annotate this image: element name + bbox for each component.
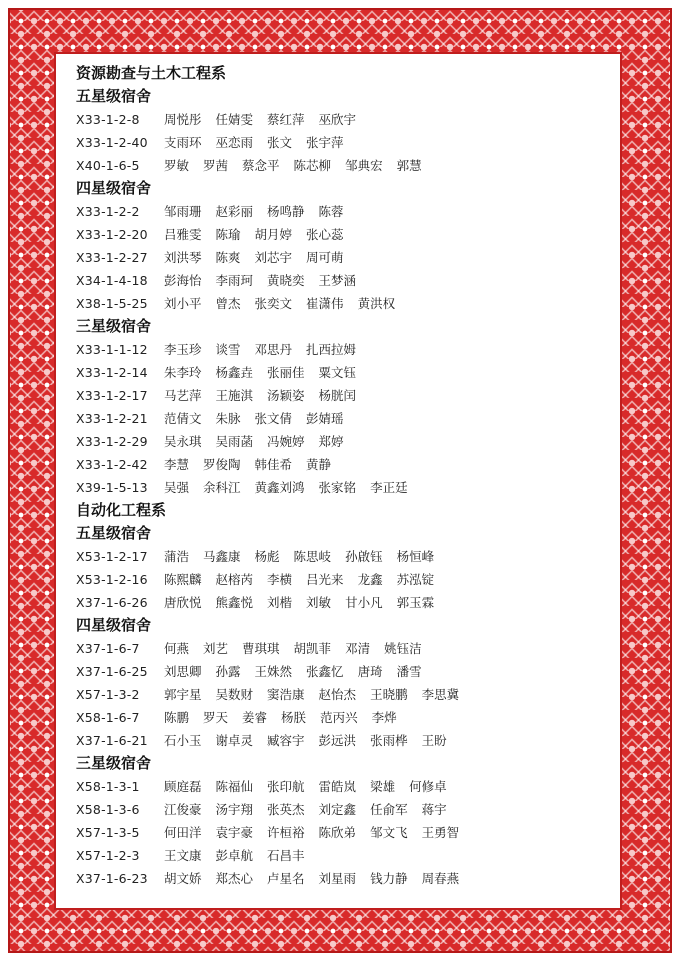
resident-name: 罗茜 bbox=[203, 158, 229, 173]
resident-name: 陈欣弟 bbox=[318, 825, 357, 840]
dorm-room-row bbox=[70, 200, 610, 223]
resident-name: 周悦彤 bbox=[164, 112, 202, 127]
resident-name: 黄鑫刘鸿 bbox=[254, 480, 305, 495]
resident-name: 汤颖姿 bbox=[267, 388, 305, 403]
dorm-room-row bbox=[70, 131, 610, 154]
resident-name: 石昌丰 bbox=[267, 848, 305, 863]
resident-name: 韩佳希 bbox=[254, 457, 293, 472]
resident-name: 冯婉婷 bbox=[267, 434, 305, 449]
resident-name: 张英杰 bbox=[267, 802, 305, 817]
dorm-room-row bbox=[70, 660, 610, 683]
resident-name: 吕光来 bbox=[306, 572, 344, 587]
resident-name: 周春燕 bbox=[421, 871, 460, 886]
resident-name: 张心蕊 bbox=[306, 227, 344, 242]
resident-name: 李横 bbox=[267, 572, 293, 587]
room-number: X37-1-6-23 bbox=[76, 871, 148, 886]
resident-name: 郭慧 bbox=[396, 158, 422, 173]
resident-name: 张奕文 bbox=[254, 296, 293, 311]
dorm-level-heading: 四星级宿舍 bbox=[76, 616, 152, 634]
resident-name: 邹文飞 bbox=[370, 825, 408, 840]
resident-name: 王盼 bbox=[421, 733, 447, 748]
resident-name: 彭远洪 bbox=[318, 733, 357, 748]
room-number: X53-1-2-17 bbox=[76, 549, 148, 564]
room-number: X33-1-2-40 bbox=[76, 135, 148, 150]
resident-name: 窦浩康 bbox=[267, 687, 305, 702]
resident-name: 郑杰心 bbox=[215, 871, 254, 886]
resident-name: 彭海怡 bbox=[164, 273, 202, 288]
resident-name: 袁宇豪 bbox=[215, 825, 254, 840]
resident-name: 黄晓奕 bbox=[267, 273, 305, 288]
department-title: 自动化工程系 bbox=[76, 501, 167, 519]
resident-name: 陈思岐 bbox=[293, 549, 332, 564]
resident-name: 郑婷 bbox=[318, 434, 344, 449]
room-number: X37-1-6-7 bbox=[76, 641, 140, 656]
resident-name: 任俞军 bbox=[370, 802, 408, 817]
room-number: X34-1-4-18 bbox=[76, 273, 148, 288]
dorm-room-row bbox=[70, 108, 610, 131]
dormitory-list bbox=[70, 62, 610, 890]
resident-name: 潘雪 bbox=[396, 664, 422, 679]
resident-name: 蔡念平 bbox=[242, 158, 280, 173]
room-number: X37-1-6-21 bbox=[76, 733, 148, 748]
resident-name: 张雨桦 bbox=[370, 733, 408, 748]
resident-name: 龙鑫 bbox=[357, 572, 383, 587]
dorm-room-row bbox=[70, 223, 610, 246]
room-number: X33-1-2-27 bbox=[76, 250, 148, 265]
room-number: X57-1-2-3 bbox=[76, 848, 140, 863]
resident-name: 姚钰洁 bbox=[384, 641, 422, 656]
resident-name: 蒋宇 bbox=[421, 802, 447, 817]
resident-name: 唐欣悦 bbox=[164, 595, 202, 610]
dorm-room-row bbox=[70, 637, 610, 660]
resident-name: 刘小平 bbox=[164, 296, 202, 311]
resident-name: 粟文钰 bbox=[318, 365, 357, 380]
resident-name: 罗天 bbox=[203, 710, 229, 725]
resident-name: 范倩文 bbox=[164, 411, 202, 426]
dorm-room-row bbox=[70, 775, 610, 798]
resident-name: 陈蓉 bbox=[318, 204, 344, 219]
dorm-room-row bbox=[70, 430, 610, 453]
resident-name: 王晓鹏 bbox=[370, 687, 408, 702]
dorm-level-heading: 四星级宿舍 bbox=[76, 179, 152, 197]
resident-name: 杨鑫垚 bbox=[215, 365, 254, 380]
resident-name: 黄静 bbox=[306, 457, 332, 472]
dorm-level-heading: 三星级宿舍 bbox=[76, 317, 152, 335]
resident-name: 胡月婷 bbox=[254, 227, 293, 242]
resident-name: 刘艺 bbox=[203, 641, 229, 656]
resident-name: 马鑫康 bbox=[203, 549, 241, 564]
resident-name: 汤宇翔 bbox=[215, 802, 254, 817]
resident-name: 张印航 bbox=[267, 779, 305, 794]
dorm-room-row bbox=[70, 867, 610, 890]
room-number: X58-1-3-6 bbox=[76, 802, 140, 817]
resident-name: 江俊豪 bbox=[164, 802, 202, 817]
dorm-room-row bbox=[70, 476, 610, 499]
resident-name: 刘星雨 bbox=[318, 871, 357, 886]
resident-name: 陈爽 bbox=[215, 250, 241, 265]
resident-name: 陈福仙 bbox=[215, 779, 254, 794]
room-number: X33-1-2-42 bbox=[76, 457, 148, 472]
resident-name: 顾庭磊 bbox=[164, 779, 202, 794]
dorm-level-heading: 五星级宿舍 bbox=[76, 524, 152, 542]
resident-name: 朱李玲 bbox=[164, 365, 202, 380]
resident-name: 王勇智 bbox=[421, 825, 460, 840]
dorm-room-row bbox=[70, 545, 610, 568]
dorm-room-row bbox=[70, 292, 610, 315]
resident-name: 李烨 bbox=[371, 710, 397, 725]
resident-name: 黄洪权 bbox=[357, 296, 396, 311]
resident-name: 巫恋雨 bbox=[215, 135, 254, 150]
department-title: 资源勘查与土木工程系 bbox=[76, 64, 227, 82]
resident-name: 任婧雯 bbox=[215, 112, 254, 127]
resident-name: 周可萌 bbox=[306, 250, 344, 265]
resident-name: 曹琪琪 bbox=[242, 641, 280, 656]
resident-name: 胡凯菲 bbox=[293, 641, 332, 656]
resident-name: 赵彩丽 bbox=[215, 204, 254, 219]
resident-name: 曾杰 bbox=[215, 296, 241, 311]
resident-name: 熊鑫悦 bbox=[215, 595, 254, 610]
resident-name: 支雨环 bbox=[164, 135, 202, 150]
resident-name: 刘楷 bbox=[267, 595, 293, 610]
dorm-room-row bbox=[70, 844, 610, 867]
resident-name: 何修卓 bbox=[409, 779, 447, 794]
room-number: X58-1-6-7 bbox=[76, 710, 140, 725]
resident-name: 刘芯宇 bbox=[254, 250, 293, 265]
dorm-room-row bbox=[70, 798, 610, 821]
resident-name: 王姝然 bbox=[254, 664, 293, 679]
room-number: X33-1-1-12 bbox=[76, 342, 148, 357]
room-number: X57-1-3-2 bbox=[76, 687, 140, 702]
room-number: X33-1-2-2 bbox=[76, 204, 140, 219]
resident-name: 吴雨菡 bbox=[215, 434, 254, 449]
room-number: X57-1-3-5 bbox=[76, 825, 140, 840]
resident-name: 赵怡杰 bbox=[318, 687, 357, 702]
resident-name: 石小玉 bbox=[164, 733, 202, 748]
resident-name: 崔潇伟 bbox=[306, 296, 344, 311]
resident-name: 陈芯柳 bbox=[293, 158, 332, 173]
resident-name: 吴强 bbox=[164, 480, 190, 495]
resident-name: 唐琦 bbox=[357, 664, 383, 679]
resident-name: 扎西拉姆 bbox=[306, 342, 357, 357]
resident-name: 杨胱闰 bbox=[318, 388, 357, 403]
resident-name: 邹雨珊 bbox=[164, 204, 202, 219]
dorm-room-row bbox=[70, 246, 610, 269]
dorm-room-row bbox=[70, 821, 610, 844]
resident-name: 彭卓航 bbox=[215, 848, 254, 863]
room-number: X33-1-2-21 bbox=[76, 411, 148, 426]
resident-name: 孙露 bbox=[215, 664, 241, 679]
resident-name: 李玉珍 bbox=[164, 342, 202, 357]
resident-name: 谢卓灵 bbox=[215, 733, 254, 748]
resident-name: 蔡红萍 bbox=[267, 112, 305, 127]
resident-name: 何田洋 bbox=[164, 825, 202, 840]
resident-name: 罗敏 bbox=[164, 158, 190, 173]
resident-name: 李正廷 bbox=[370, 480, 408, 495]
resident-name: 李慧 bbox=[164, 457, 190, 472]
resident-name: 陈瑜 bbox=[215, 227, 241, 242]
resident-name: 赵榕芮 bbox=[215, 572, 254, 587]
resident-name: 卢星名 bbox=[267, 871, 305, 886]
resident-name: 梁雄 bbox=[370, 779, 396, 794]
room-number: X33-1-2-17 bbox=[76, 388, 148, 403]
resident-name: 杨朕 bbox=[281, 710, 307, 725]
resident-name: 姜睿 bbox=[242, 710, 268, 725]
room-number: X33-1-2-20 bbox=[76, 227, 148, 242]
dorm-level-heading: 五星级宿舍 bbox=[76, 87, 152, 105]
resident-name: 张文倩 bbox=[254, 411, 293, 426]
resident-name: 余科江 bbox=[203, 480, 241, 495]
room-number: X33-1-2-14 bbox=[76, 365, 148, 380]
room-number: X37-1-6-26 bbox=[76, 595, 148, 610]
resident-name: 刘洪琴 bbox=[164, 250, 202, 265]
resident-name: 郭宇星 bbox=[164, 687, 202, 702]
resident-name: 苏泓锭 bbox=[396, 572, 435, 587]
dorm-room-row bbox=[70, 154, 610, 177]
resident-name: 甘小凡 bbox=[345, 595, 383, 610]
resident-name: 蒲浩 bbox=[164, 549, 190, 564]
resident-name: 吴永琪 bbox=[164, 434, 202, 449]
resident-name: 张鑫忆 bbox=[306, 664, 344, 679]
resident-name: 臧容宇 bbox=[267, 733, 305, 748]
resident-name: 陈熙麟 bbox=[164, 572, 202, 587]
resident-name: 邹典宏 bbox=[345, 158, 383, 173]
dorm-room-row bbox=[70, 384, 610, 407]
room-number: X58-1-3-1 bbox=[76, 779, 140, 794]
resident-name: 王梦涵 bbox=[318, 273, 357, 288]
resident-name: 杨鸣静 bbox=[267, 204, 305, 219]
resident-name: 许桓裕 bbox=[267, 825, 305, 840]
resident-name: 彭婧瑶 bbox=[306, 411, 344, 426]
resident-name: 范丙兴 bbox=[320, 710, 358, 725]
resident-name: 杨恒峰 bbox=[396, 549, 435, 564]
resident-name: 杨彪 bbox=[254, 549, 280, 564]
resident-name: 朱脉 bbox=[215, 411, 241, 426]
resident-name: 吕雅雯 bbox=[164, 227, 202, 242]
resident-name: 王施淇 bbox=[215, 388, 254, 403]
room-number: X33-1-2-8 bbox=[76, 112, 140, 127]
room-number: X39-1-5-13 bbox=[76, 480, 148, 495]
room-number: X40-1-6-5 bbox=[76, 158, 140, 173]
room-number: X38-1-5-25 bbox=[76, 296, 148, 311]
dorm-room-row bbox=[70, 407, 610, 430]
dorm-room-row bbox=[70, 453, 610, 476]
resident-name: 钱力静 bbox=[370, 871, 408, 886]
room-number: X37-1-6-25 bbox=[76, 664, 148, 679]
dorm-room-row bbox=[70, 568, 610, 591]
dorm-room-row bbox=[70, 591, 610, 614]
dorm-room-row bbox=[70, 338, 610, 361]
resident-name: 邓清 bbox=[345, 641, 371, 656]
resident-name: 刘定鑫 bbox=[318, 802, 357, 817]
dorm-room-row bbox=[70, 706, 610, 729]
resident-name: 张家铭 bbox=[318, 480, 357, 495]
dorm-room-row bbox=[70, 361, 610, 384]
resident-name: 张文 bbox=[267, 135, 293, 150]
resident-name: 李思冀 bbox=[421, 687, 460, 702]
resident-name: 马艺萍 bbox=[164, 388, 202, 403]
resident-name: 李雨珂 bbox=[215, 273, 254, 288]
dorm-level-heading: 三星级宿舍 bbox=[76, 754, 152, 772]
resident-name: 郭玉霖 bbox=[396, 595, 435, 610]
resident-name: 邓思丹 bbox=[254, 342, 293, 357]
resident-name: 王文康 bbox=[164, 848, 202, 863]
resident-name: 吴数财 bbox=[215, 687, 254, 702]
resident-name: 孙啟钰 bbox=[345, 549, 383, 564]
room-number: X33-1-2-29 bbox=[76, 434, 148, 449]
resident-name: 张宇萍 bbox=[306, 135, 344, 150]
resident-name: 陈鹏 bbox=[164, 710, 190, 725]
resident-name: 刘思卿 bbox=[164, 664, 202, 679]
resident-name: 张丽佳 bbox=[267, 365, 305, 380]
dorm-room-row bbox=[70, 729, 610, 752]
resident-name: 雷皓岚 bbox=[318, 779, 357, 794]
resident-name: 谈雪 bbox=[215, 342, 241, 357]
dorm-room-row bbox=[70, 683, 610, 706]
resident-name: 何燕 bbox=[164, 641, 190, 656]
resident-name: 刘敏 bbox=[306, 595, 332, 610]
resident-name: 巫欣宇 bbox=[318, 112, 357, 127]
resident-name: 罗俊陶 bbox=[203, 457, 241, 472]
room-number: X53-1-2-16 bbox=[76, 572, 148, 587]
dorm-room-row bbox=[70, 269, 610, 292]
resident-name: 胡文娇 bbox=[164, 871, 202, 886]
